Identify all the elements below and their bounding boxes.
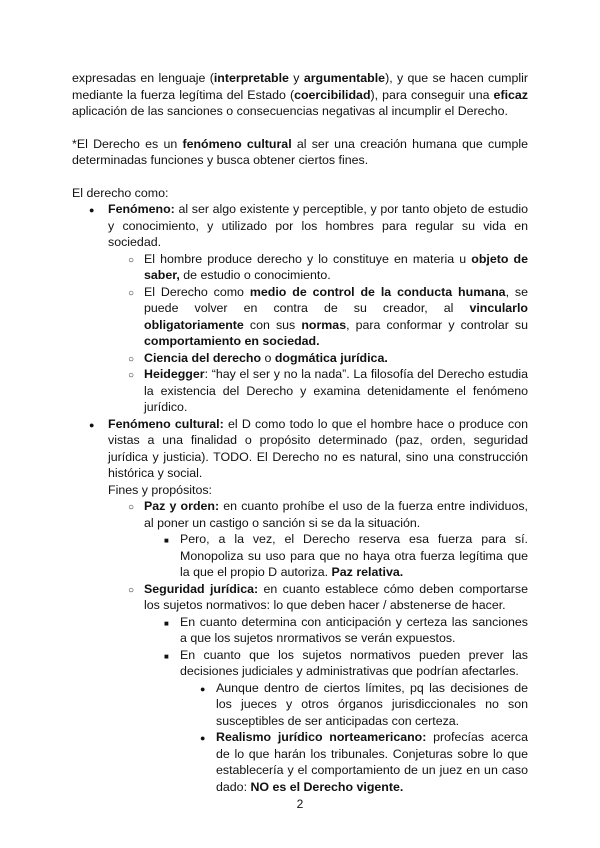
bullet-square-icon: [164, 614, 169, 633]
list-item-ciencia-derecho: ○ Ciencia del derecho o dogmática jurídica.: [72, 350, 528, 367]
bullet-disc-icon: [200, 680, 205, 698]
list-item-anticipacion: ■ En cuanto determina con anticipación y certeza las sanciones a que los sujetos nrormativos se verán expuestos.: [72, 614, 528, 647]
page-number: 2: [296, 797, 304, 811]
list-item-fenomeno: ● Fenómeno: al ser algo existente y perceptible, y por tanto objeto de estudio y conocimiento, y utilizado por los hombres para regular su vida en sociedad.: [72, 201, 528, 251]
list-item-prever-decisiones: ■ En cuanto que los sujetos normativos pueden prever las decisiones judiciales y administrativas que podrían afectarles.: [72, 647, 528, 680]
bullet-circle-icon: [128, 366, 134, 385]
bullet-disc-icon: [89, 416, 94, 434]
intro-line: El derecho como:: [72, 185, 169, 200]
bullet-square-icon: [164, 531, 169, 550]
fines-heading: Fines y propósitos:: [108, 482, 212, 497]
paragraph-coercibilidad: expresadas en lenguaje (interpretable y argumentable), y que se hacen cumplir mediante la fuerza legítima del Estado (coercibilidad), para conseguir una eficaz aplicación de las sanciones o consecuencias negativas al incumplir el Derecho.: [72, 71, 528, 118]
bullet-circle-icon: [128, 284, 134, 303]
list-item-paz-orden: ○ Paz y orden: en cuanto prohíbe el uso de la fuerza entre individuos, al poner un castigo o sanción si se da la situación.: [72, 498, 528, 531]
list-item-objeto-saber: ○ El hombre produce derecho y lo constituye en materia u objeto de saber, de estudio o conocimiento.: [72, 251, 528, 284]
document-body: [72, 70, 528, 795]
bullet-circle-icon: [128, 581, 134, 600]
bullet-disc-icon: [200, 729, 205, 747]
list-item-medio-control: ○ El Derecho como medio de control de la conducta humana, se puede volver en contra de su creador, al vincularlo obligatoriamente con sus normas, para conformar y controlar su comportamiento en sociedad.: [72, 284, 528, 350]
list-item-fenomeno-cultural: ● Fenómeno cultural: el D como todo lo que el hombre hace o produce con vistas a una finalidad o propósito determinado (paz, orden, seguridad jurídica y justicia). TODO. El Derecho no es natural, sino una construcción histórica y social.: [72, 416, 528, 482]
list-item-seguridad-juridica: ○ Seguridad jurídica: en cuanto establece cómo deben comportarse los sujetos normativos: lo que deben hacer / abstenerse de hacer.: [72, 581, 528, 614]
list-item-paz-relativa: ■ Pero, a la vez, el Derecho reserva esa fuerza para sí. Monopoliza su uso para que no haya otra fuerza legítima que la que el propio D autoriza. Paz relativa.: [72, 531, 528, 581]
list-item-limites: ● Aunque dentro de ciertos límites, pq las decisiones de los jueces y otros órganos jurisdiccionales no son susceptibles de ser anticipadas con certeza.: [72, 680, 528, 730]
bullet-circle-icon: [128, 498, 134, 517]
list-item-heidegger: ○ Heidegger: “hay el ser y no la nada”. La filosofía del Derecho estudia la existencia del Derecho y examina detenidamente el fenómeno jurídico.: [72, 366, 528, 416]
list-item-realismo-juridico: ● Realismo jurídico norteamericano: profecías acerca de lo que harán los tribunales. Conjeturas sobre lo que establecería y el comportamiento de un juez en un caso dado: NO es el Derecho vigente.: [72, 729, 528, 795]
bullet-disc-icon: [89, 201, 94, 219]
bullet-circle-icon: [128, 251, 134, 270]
bullet-square-icon: [164, 647, 169, 666]
paragraph-fenomeno-cultural: *El Derecho es un fenómeno cultural al ser una creación humana que cumple determinadas funciones y busca obtener ciertos fines.: [72, 136, 528, 167]
